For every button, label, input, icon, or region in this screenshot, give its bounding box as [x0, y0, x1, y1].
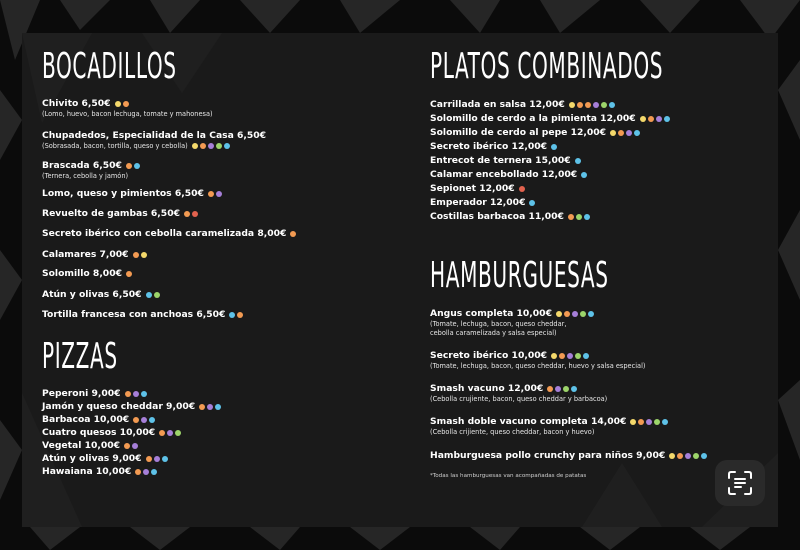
allergen-dot-blue: [229, 312, 235, 318]
allergen-dots: [547, 386, 577, 392]
item-description: (Lomo, huevo, bacon lechuga, tomate y mahonesa): [42, 110, 213, 118]
item-description: (Ternera, cebolla y jamón): [42, 172, 129, 180]
allergen-dot-blue: [146, 292, 152, 298]
allergen-dot-purple: [141, 417, 147, 423]
footnote: *Todas las hamburguesas van acompañadas de patatas: [430, 473, 587, 479]
menu-item-plato: [430, 169, 587, 181]
item-name: Brascada 6,50€: [42, 160, 122, 171]
allergen-dots: [125, 391, 147, 397]
allergen-dot-purple: [626, 130, 632, 136]
allergen-dots: [556, 311, 594, 317]
allergen-dot-orange: [133, 417, 139, 423]
menu-item-bocadillo: [42, 160, 140, 181]
allergen-dot-blue: [584, 214, 590, 220]
allergen-dot-orange: [159, 430, 165, 436]
allergen-dots: [229, 312, 243, 318]
allergen-dot-blue: [162, 456, 168, 462]
item-name: Entrecot de ternera 15,00€: [430, 155, 571, 166]
allergen-dots: [610, 130, 640, 136]
allergen-dots: [133, 252, 147, 258]
menu-item-pizza: [42, 427, 181, 439]
allergen-dots: [159, 430, 181, 436]
allergen-dot-yellow: [569, 102, 575, 108]
allergen-dots: [133, 417, 155, 423]
item-name: Carrillada en salsa 12,00€: [430, 99, 565, 110]
allergen-dots: [640, 116, 670, 122]
menu-item-plato: [430, 127, 640, 139]
allergen-dot-orange: [677, 453, 683, 459]
allergen-dot-orange: [568, 214, 574, 220]
allergen-dots: [192, 143, 230, 149]
allergen-dot-purple: [143, 469, 149, 475]
menu-item-plato: [430, 155, 581, 167]
allergen-dots: [575, 158, 581, 164]
allergen-dot-blue: [701, 453, 707, 459]
allergen-dots: [519, 186, 525, 192]
allergen-dots: [146, 456, 168, 462]
allergen-dot-blue: [581, 172, 587, 178]
menu-item-pizza: [42, 466, 157, 478]
item-name: Atún y olivas 6,50€: [42, 289, 142, 300]
menu-item-bocadillo: [42, 130, 266, 151]
menu-item-bocadillo: [42, 268, 132, 280]
allergen-dot-orange: [585, 102, 591, 108]
allergen-dot-yellow: [556, 311, 562, 317]
menu-item-bocadillo: [42, 309, 243, 321]
allergen-dot-blue: [134, 163, 140, 169]
allergen-dot-orange: [547, 386, 553, 392]
allergen-dot-orange: [648, 116, 654, 122]
allergen-dots: [208, 191, 222, 197]
allergen-dot-purple: [216, 191, 222, 197]
item-name: Peperoni 9,00€: [42, 388, 121, 399]
allergen-dot-blue: [588, 311, 594, 317]
item-name: Smash vacuno 12,00€: [430, 383, 544, 394]
allergen-dots: [146, 292, 160, 298]
allergen-dot-orange: [123, 101, 129, 107]
section-title-bocadillos: BOCADILLOS: [42, 46, 177, 87]
allergen-dot-yellow: [669, 453, 675, 459]
allergen-dot-orange: [290, 231, 296, 237]
menu-item-bocadillo: [42, 228, 296, 240]
section-title-hamburguesas: HAMBURGUESAS: [430, 255, 609, 296]
allergen-dot-purple: [656, 116, 662, 122]
item-name: Atún y olivas 9,00€: [42, 453, 142, 464]
item-name: Calamares 7,00€: [42, 249, 129, 260]
allergen-dot-orange: [125, 391, 131, 397]
allergen-dots: [568, 214, 590, 220]
item-name: Sepionet 12,00€: [430, 183, 515, 194]
menu-item-plato: [430, 99, 615, 111]
allergen-dot-orange: [564, 311, 570, 317]
allergen-dot-yellow: [640, 116, 646, 122]
allergen-dot-green: [575, 353, 581, 359]
allergen-dot-orange: [577, 102, 583, 108]
menu-item-bocadillo: [42, 249, 147, 261]
item-name: Secreto ibérico 12,00€: [430, 141, 548, 152]
menu-item-hamburguesa: [430, 308, 594, 337]
allergen-dot-green: [580, 311, 586, 317]
allergen-dot-green: [563, 386, 569, 392]
scan-text-button[interactable]: [715, 460, 765, 506]
allergen-dot-orange: [126, 163, 132, 169]
scan-text-icon: [727, 470, 753, 496]
allergen-dot-blue: [215, 404, 221, 410]
allergen-dot-orange: [618, 130, 624, 136]
allergen-dot-orange: [559, 353, 565, 359]
menu-item-plato: [430, 197, 535, 209]
allergen-dot-purple: [208, 143, 214, 149]
allergen-dots: [551, 353, 589, 359]
item-name: Costillas barbacoa 11,00€: [430, 211, 564, 222]
item-description: (Cebolla crujiente, bacon, queso cheddar y barbacoa): [430, 395, 608, 403]
item-name: Secreto ibérico con cebolla caramelizada 8,00€: [42, 228, 287, 239]
allergen-dot-blue: [141, 391, 147, 397]
item-name: Calamar encebollado 12,00€: [430, 169, 578, 180]
menu-item-plato: [430, 141, 557, 153]
allergen-dot-green: [601, 102, 607, 108]
allergen-dot-orange: [133, 252, 139, 258]
allergen-dot-orange: [146, 456, 152, 462]
allergen-dots: [630, 419, 668, 425]
menu-panel: [22, 33, 778, 527]
menu-item-plato: [430, 113, 670, 125]
menu-item-bocadillo: [42, 98, 213, 119]
allergen-dots: [569, 102, 615, 108]
allergen-dot-purple: [167, 430, 173, 436]
allergen-dot-purple: [154, 456, 160, 462]
allergen-dot-orange: [124, 443, 130, 449]
section-title-platos-combinados: PLATOS COMBINADOS: [430, 46, 664, 87]
menu-item-pizza: [42, 388, 147, 400]
allergen-dot-green: [154, 292, 160, 298]
item-name: Emperador 12,00€: [430, 197, 526, 208]
allergen-dot-blue: [662, 419, 668, 425]
item-name: Solomillo de cerdo al pepe 12,00€: [430, 127, 607, 138]
allergen-dot-yellow: [115, 101, 121, 107]
menu-item-hamburguesa: [430, 383, 607, 404]
allergen-dot-blue: [583, 353, 589, 359]
allergen-dot-green: [576, 214, 582, 220]
allergen-dot-yellow: [610, 130, 616, 136]
allergen-dots: [551, 144, 557, 150]
allergen-dot-blue: [551, 144, 557, 150]
allergen-dot-blue: [634, 130, 640, 136]
allergen-dot-green: [654, 419, 660, 425]
item-name: Vegetal 10,00€: [42, 440, 121, 451]
allergen-dots: [184, 211, 198, 217]
allergen-dot-yellow: [192, 143, 198, 149]
menu-item-bocadillo: [42, 208, 198, 220]
item-name: Hawaiana 10,00€: [42, 466, 132, 477]
item-name: Solomillo 8,00€: [42, 268, 122, 279]
allergen-dot-blue: [575, 158, 581, 164]
item-name: Barbacoa 10,00€: [42, 414, 130, 425]
menu-item-bocadillo: [42, 289, 160, 301]
item-description: (Tomate, lechuga, bacon, queso cheddar,: [430, 320, 567, 328]
allergen-dot-orange: [208, 191, 214, 197]
menu-item-plato: [430, 183, 525, 195]
allergen-dot-yellow: [141, 252, 147, 258]
allergen-dot-orange: [200, 143, 206, 149]
allergen-dot-red: [519, 186, 525, 192]
allergen-dots: [126, 163, 140, 169]
allergen-dot-purple: [572, 311, 578, 317]
allergen-dot-orange: [126, 271, 132, 277]
allergen-dot-yellow: [630, 419, 636, 425]
allergen-dot-purple: [207, 404, 213, 410]
allergen-dot-purple: [133, 391, 139, 397]
allergen-dot-red: [192, 211, 198, 217]
allergen-dots: [290, 231, 296, 237]
allergen-dots: [115, 101, 129, 107]
menu-item-plato: [430, 211, 590, 223]
allergen-dot-blue: [609, 102, 615, 108]
menu-item-pizza: [42, 401, 221, 413]
item-name: Revuelto de gambas 6,50€: [42, 208, 180, 219]
allergen-dot-purple: [567, 353, 573, 359]
item-name: Tortilla francesa con anchoas 6,50€: [42, 309, 226, 320]
allergen-dot-purple: [646, 419, 652, 425]
allergen-dot-orange: [184, 211, 190, 217]
allergen-dot-orange: [638, 419, 644, 425]
item-name: Chivito 6,50€: [42, 98, 111, 109]
item-description: (Sobrasada, bacon, tortilla, queso y cebolla): [42, 142, 188, 150]
allergen-dot-blue: [571, 386, 577, 392]
menu-item-hamburguesa: [430, 450, 707, 462]
allergen-dot-blue: [664, 116, 670, 122]
allergen-dot-green: [175, 430, 181, 436]
allergen-dot-blue: [151, 469, 157, 475]
allergen-dots: [199, 404, 221, 410]
allergen-dots: [135, 469, 157, 475]
allergen-dots: [124, 443, 138, 449]
allergen-dot-orange: [199, 404, 205, 410]
allergen-dot-orange: [237, 312, 243, 318]
allergen-dot-purple: [555, 386, 561, 392]
allergen-dots: [126, 271, 132, 277]
allergen-dots: [669, 453, 707, 459]
allergen-dot-purple: [132, 443, 138, 449]
item-description: cebolla caramelizada y salsa especial): [430, 328, 557, 337]
item-name: Solomillo de cerdo a la pimienta 12,00€: [430, 113, 636, 124]
item-name: Cuatro quesos 10,00€: [42, 427, 156, 438]
allergen-dot-yellow: [551, 353, 557, 359]
allergen-dot-blue: [224, 143, 230, 149]
item-name: Smash doble vacuno completa 14,00€: [430, 416, 627, 427]
section-title-pizzas: PIZZAS: [42, 336, 118, 377]
allergen-dots: [581, 172, 587, 178]
item-description: (Tomate, lechuga, bacon, queso cheddar, huevo y salsa especial): [430, 362, 646, 370]
item-name: Chupadedos, Especialidad de la Casa 6,50€: [42, 130, 267, 141]
item-name: Lomo, queso y pimientos 6,50€: [42, 188, 204, 199]
item-name: Secreto ibérico 10,00€: [430, 350, 548, 361]
menu-item-pizza: [42, 453, 168, 465]
item-name: Angus completa 10,00€: [430, 308, 552, 319]
item-name: Jamón y queso cheddar 9,00€: [42, 401, 196, 412]
menu-item-pizza: [42, 414, 155, 426]
allergen-dot-purple: [593, 102, 599, 108]
allergen-dot-green: [216, 143, 222, 149]
allergen-dot-blue: [529, 200, 535, 206]
menu-item-hamburguesa: [430, 350, 645, 371]
menu-item-bocadillo: [42, 188, 222, 200]
allergen-dot-green: [693, 453, 699, 459]
allergen-dot-orange: [135, 469, 141, 475]
menu-item-hamburguesa: [430, 416, 668, 437]
item-description: (Cebolla crijiente, queso cheddar, bacon y huevo): [430, 428, 595, 436]
allergen-dot-purple: [685, 453, 691, 459]
menu-item-pizza: [42, 440, 138, 452]
item-name: Hamburguesa pollo crunchy para niños 9,00€: [430, 450, 666, 461]
allergen-dot-blue: [149, 417, 155, 423]
allergen-dots: [529, 200, 535, 206]
